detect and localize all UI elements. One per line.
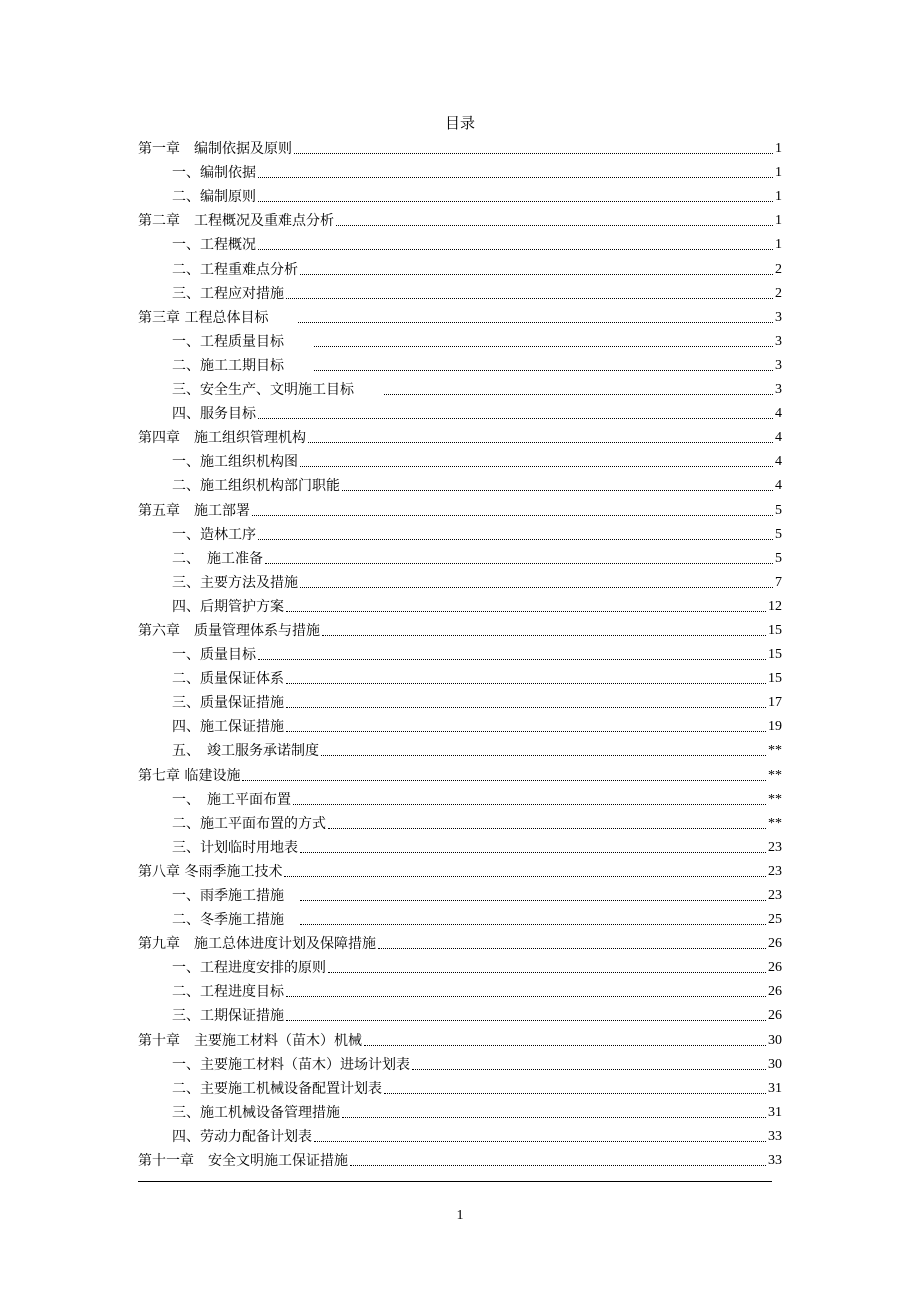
toc-entry[interactable] bbox=[138, 522, 782, 546]
toc-entry-page: 5 bbox=[775, 550, 782, 566]
toc-entry-title: 一、雨季施工措施 bbox=[172, 888, 298, 904]
toc-entry-title: 四、服务目标 bbox=[172, 406, 256, 423]
toc-entry-page: 4 bbox=[775, 478, 782, 494]
toc-entry-title: 二、编制原则 bbox=[172, 189, 256, 206]
toc-entry[interactable] bbox=[138, 1003, 782, 1027]
toc-entry[interactable] bbox=[138, 979, 782, 1003]
toc-entry-page: 31 bbox=[768, 1080, 782, 1096]
toc-entry-title: 四、施工保证措施 bbox=[172, 719, 284, 736]
toc-entry-page: 3 bbox=[775, 333, 782, 349]
toc-entry[interactable] bbox=[138, 762, 782, 786]
dot-leader bbox=[300, 851, 766, 853]
toc-entry[interactable] bbox=[138, 497, 782, 521]
toc-entry-title: 第十章 主要施工材料（苗木）机械 bbox=[138, 1032, 362, 1049]
toc-entry-page: 15 bbox=[768, 622, 782, 638]
toc-entry[interactable] bbox=[138, 835, 782, 859]
dot-leader bbox=[384, 1092, 766, 1094]
toc-entry-title: 三、计划临时用地表 bbox=[172, 839, 298, 856]
table-of-contents bbox=[138, 136, 782, 1172]
toc-entry[interactable] bbox=[138, 353, 782, 377]
toc-entry[interactable] bbox=[138, 473, 782, 497]
toc-entry-page: 2 bbox=[775, 285, 782, 301]
toc-entry-page: 33 bbox=[768, 1153, 782, 1169]
toc-entry-page: 31 bbox=[768, 1104, 782, 1120]
footer-divider bbox=[138, 1181, 772, 1182]
dot-leader bbox=[286, 1019, 766, 1021]
toc-entry[interactable] bbox=[138, 594, 782, 618]
toc-entry[interactable] bbox=[138, 907, 782, 931]
toc-entry[interactable] bbox=[138, 329, 782, 353]
dot-leader bbox=[294, 152, 773, 154]
dot-leader bbox=[258, 248, 773, 250]
toc-entry-title: 二、工程进度目标 bbox=[172, 984, 284, 1001]
toc-entry-title: 二、施工平面布置的方式 bbox=[172, 815, 326, 832]
toc-entry-title: 三、质量保证措施 bbox=[172, 695, 284, 712]
dot-leader bbox=[298, 321, 773, 323]
toc-entry[interactable] bbox=[138, 256, 782, 280]
toc-entry-title: 一、工程质量目标 bbox=[172, 333, 312, 350]
toc-entry-title: 一、 施工平面布置 bbox=[172, 791, 291, 808]
toc-entry-page: 23 bbox=[768, 863, 782, 879]
dot-leader bbox=[258, 200, 773, 202]
toc-entry[interactable] bbox=[138, 714, 782, 738]
toc-entry-page: 33 bbox=[768, 1128, 782, 1144]
toc-entry-title: 第六章 质量管理体系与措施 bbox=[138, 622, 320, 639]
toc-entry-page: 1 bbox=[775, 141, 782, 157]
dot-leader bbox=[286, 297, 773, 299]
toc-entry-title: 第九章 施工总体进度计划及保障措施 bbox=[138, 936, 376, 953]
dot-leader bbox=[286, 995, 766, 997]
dot-leader bbox=[258, 176, 773, 178]
toc-entry[interactable] bbox=[138, 811, 782, 835]
toc-entry-title: 三、工程应对措施 bbox=[172, 285, 284, 302]
toc-entry-title: 第三章 工程总体目标 bbox=[138, 309, 297, 326]
dot-leader bbox=[293, 803, 766, 805]
dot-leader bbox=[314, 369, 773, 371]
toc-entry-page: 5 bbox=[775, 502, 782, 518]
toc-entry-page: 26 bbox=[768, 984, 782, 1000]
toc-entry[interactable] bbox=[138, 883, 782, 907]
dot-leader bbox=[300, 899, 766, 901]
dot-leader bbox=[364, 1044, 766, 1046]
toc-entry-title: 二、施工组织机构部门职能 bbox=[172, 478, 340, 495]
toc-entry-page: 15 bbox=[768, 647, 782, 663]
toc-entry-title: 二、质量保证体系 bbox=[172, 671, 284, 688]
toc-entry-title: 第八章 冬雨季施工技术 bbox=[138, 863, 283, 880]
toc-entry-title: 一、编制依据 bbox=[172, 165, 256, 182]
toc-entry-title: 二、施工工期目标 bbox=[172, 357, 312, 374]
toc-entry-page: 26 bbox=[768, 936, 782, 952]
toc-entry-page: 4 bbox=[775, 454, 782, 470]
toc-entry[interactable] bbox=[138, 281, 782, 305]
dot-leader bbox=[314, 1140, 766, 1142]
dot-leader bbox=[378, 947, 766, 949]
toc-entry-page: 5 bbox=[775, 526, 782, 542]
toc-entry-page: 1 bbox=[775, 189, 782, 205]
toc-entry-title: 一、造林工序 bbox=[172, 526, 256, 543]
dot-leader bbox=[300, 923, 766, 925]
toc-entry[interactable] bbox=[138, 738, 782, 762]
dot-leader bbox=[284, 875, 766, 877]
toc-entry-page: 23 bbox=[768, 888, 782, 903]
toc-entry-title: 三、安全生产、文明施工目标 bbox=[172, 382, 382, 399]
dot-leader bbox=[252, 514, 773, 516]
toc-entry-title: 四、劳动力配备计划表 bbox=[172, 1128, 312, 1145]
toc-entry-title: 三、主要方法及措施 bbox=[172, 574, 298, 591]
dot-leader bbox=[384, 393, 773, 395]
toc-entry-page: 4 bbox=[775, 430, 782, 446]
dot-leader bbox=[350, 1164, 766, 1166]
toc-entry[interactable] bbox=[138, 690, 782, 714]
toc-entry[interactable] bbox=[138, 546, 782, 570]
dot-leader bbox=[322, 634, 766, 636]
toc-entry-title: 第十一章 安全文明施工保证措施 bbox=[138, 1153, 348, 1170]
toc-entry-title: 二、 施工准备 bbox=[172, 550, 263, 567]
dot-leader bbox=[300, 465, 773, 467]
dot-leader bbox=[328, 971, 766, 973]
toc-entry[interactable] bbox=[138, 305, 782, 329]
toc-entry-title: 第二章 工程概况及重难点分析 bbox=[138, 213, 334, 230]
toc-entry[interactable] bbox=[138, 377, 782, 401]
toc-entry-page: 26 bbox=[768, 960, 782, 976]
dot-leader bbox=[300, 273, 773, 275]
dot-leader bbox=[314, 345, 773, 347]
toc-entry-title: 二、主要施工机械设备配置计划表 bbox=[172, 1080, 382, 1097]
dot-leader bbox=[342, 489, 773, 491]
toc-entry-page: 3 bbox=[775, 309, 782, 325]
dot-leader bbox=[328, 827, 766, 829]
dot-leader bbox=[321, 754, 766, 756]
page-number: 1 bbox=[456, 1208, 464, 1223]
toc-entry[interactable] bbox=[138, 787, 782, 811]
page-title: 目录 bbox=[444, 114, 475, 132]
toc-entry-title: 二、冬季施工措施 bbox=[172, 912, 298, 929]
toc-entry[interactable] bbox=[138, 859, 782, 883]
toc-entry-page: 30 bbox=[768, 1032, 782, 1048]
toc-entry[interactable] bbox=[138, 931, 782, 955]
toc-entry[interactable] bbox=[138, 160, 782, 184]
toc-entry-title: 二、工程重难点分析 bbox=[172, 261, 298, 278]
toc-entry[interactable] bbox=[138, 642, 782, 666]
toc-entry[interactable] bbox=[138, 1148, 782, 1172]
toc-entry-title: 一、质量目标 bbox=[172, 647, 256, 664]
toc-entry-title: 一、施工组织机构图 bbox=[172, 454, 298, 471]
toc-entry-page: 1 bbox=[775, 165, 782, 181]
toc-entry-page: 19 bbox=[768, 719, 782, 735]
toc-entry[interactable] bbox=[138, 1027, 782, 1051]
toc-entry-title: 三、施工机械设备管理措施 bbox=[172, 1104, 340, 1121]
toc-entry-page: 7 bbox=[775, 574, 782, 590]
toc-entry-page: 23 bbox=[768, 839, 782, 855]
toc-entry-title: 四、后期管护方案 bbox=[172, 598, 284, 615]
dot-leader bbox=[286, 706, 766, 708]
toc-entry-title: 第七章 临建设施 bbox=[138, 767, 241, 784]
toc-entry[interactable] bbox=[138, 955, 782, 979]
toc-entry-page: 2 bbox=[775, 261, 782, 277]
dot-leader bbox=[286, 730, 766, 732]
dot-leader bbox=[286, 682, 766, 684]
toc-entry[interactable] bbox=[138, 136, 782, 160]
toc-entry-title: 第四章 施工组织管理机构 bbox=[138, 430, 306, 447]
toc-entry-page: 30 bbox=[768, 1056, 782, 1072]
toc-entry-page: ** bbox=[768, 815, 782, 831]
toc-entry[interactable] bbox=[138, 666, 782, 690]
toc-entry-page: 15 bbox=[768, 671, 782, 687]
dot-leader bbox=[336, 224, 773, 226]
dot-leader bbox=[242, 779, 766, 781]
toc-entry-title: 三、工期保证措施 bbox=[172, 1008, 284, 1025]
toc-entry[interactable] bbox=[138, 425, 782, 449]
toc-entry-page: 1 bbox=[775, 213, 782, 229]
toc-entry-page: 25 bbox=[768, 912, 782, 928]
toc-entry[interactable] bbox=[138, 1100, 782, 1124]
toc-entry-title: 第五章 施工部署 bbox=[138, 502, 250, 519]
toc-entry-page: 3 bbox=[775, 357, 782, 373]
dot-leader bbox=[308, 441, 773, 443]
toc-entry-page: 1 bbox=[775, 237, 782, 253]
toc-entry[interactable] bbox=[138, 184, 782, 208]
dot-leader bbox=[300, 586, 773, 588]
toc-entry[interactable] bbox=[138, 1052, 782, 1076]
toc-entry-page: 3 bbox=[775, 382, 782, 398]
toc-entry[interactable] bbox=[138, 1124, 782, 1148]
toc-entry[interactable] bbox=[138, 570, 782, 594]
dot-leader bbox=[412, 1068, 766, 1070]
toc-entry-page: 12 bbox=[768, 598, 782, 614]
toc-entry-page: 4 bbox=[775, 406, 782, 422]
dot-leader bbox=[258, 538, 773, 540]
toc-entry[interactable] bbox=[138, 449, 782, 473]
toc-entry-page: 26 bbox=[768, 1008, 782, 1024]
dot-leader bbox=[342, 1116, 766, 1118]
toc-entry-page: ** bbox=[768, 743, 782, 759]
toc-entry-page: ** bbox=[768, 767, 782, 783]
toc-entry[interactable] bbox=[138, 1076, 782, 1100]
dot-leader bbox=[258, 417, 773, 419]
toc-entry-title: 一、主要施工材料（苗木）进场计划表 bbox=[172, 1056, 410, 1073]
toc-entry-title: 一、工程概况 bbox=[172, 237, 256, 254]
toc-entry[interactable] bbox=[138, 401, 782, 425]
toc-entry[interactable] bbox=[138, 208, 782, 232]
toc-entry[interactable] bbox=[138, 618, 782, 642]
dot-leader bbox=[258, 658, 766, 660]
dot-leader bbox=[265, 562, 773, 564]
toc-entry-page: 17 bbox=[768, 695, 782, 711]
toc-entry-title: 第一章 编制依据及原则 bbox=[138, 141, 292, 158]
toc-entry-title: 五、 竣工服务承诺制度 bbox=[172, 743, 319, 760]
toc-entry-page: ** bbox=[768, 791, 782, 807]
toc-entry[interactable] bbox=[138, 232, 782, 256]
dot-leader bbox=[286, 610, 766, 612]
toc-entry-title: 一、工程进度安排的原则 bbox=[172, 960, 326, 977]
